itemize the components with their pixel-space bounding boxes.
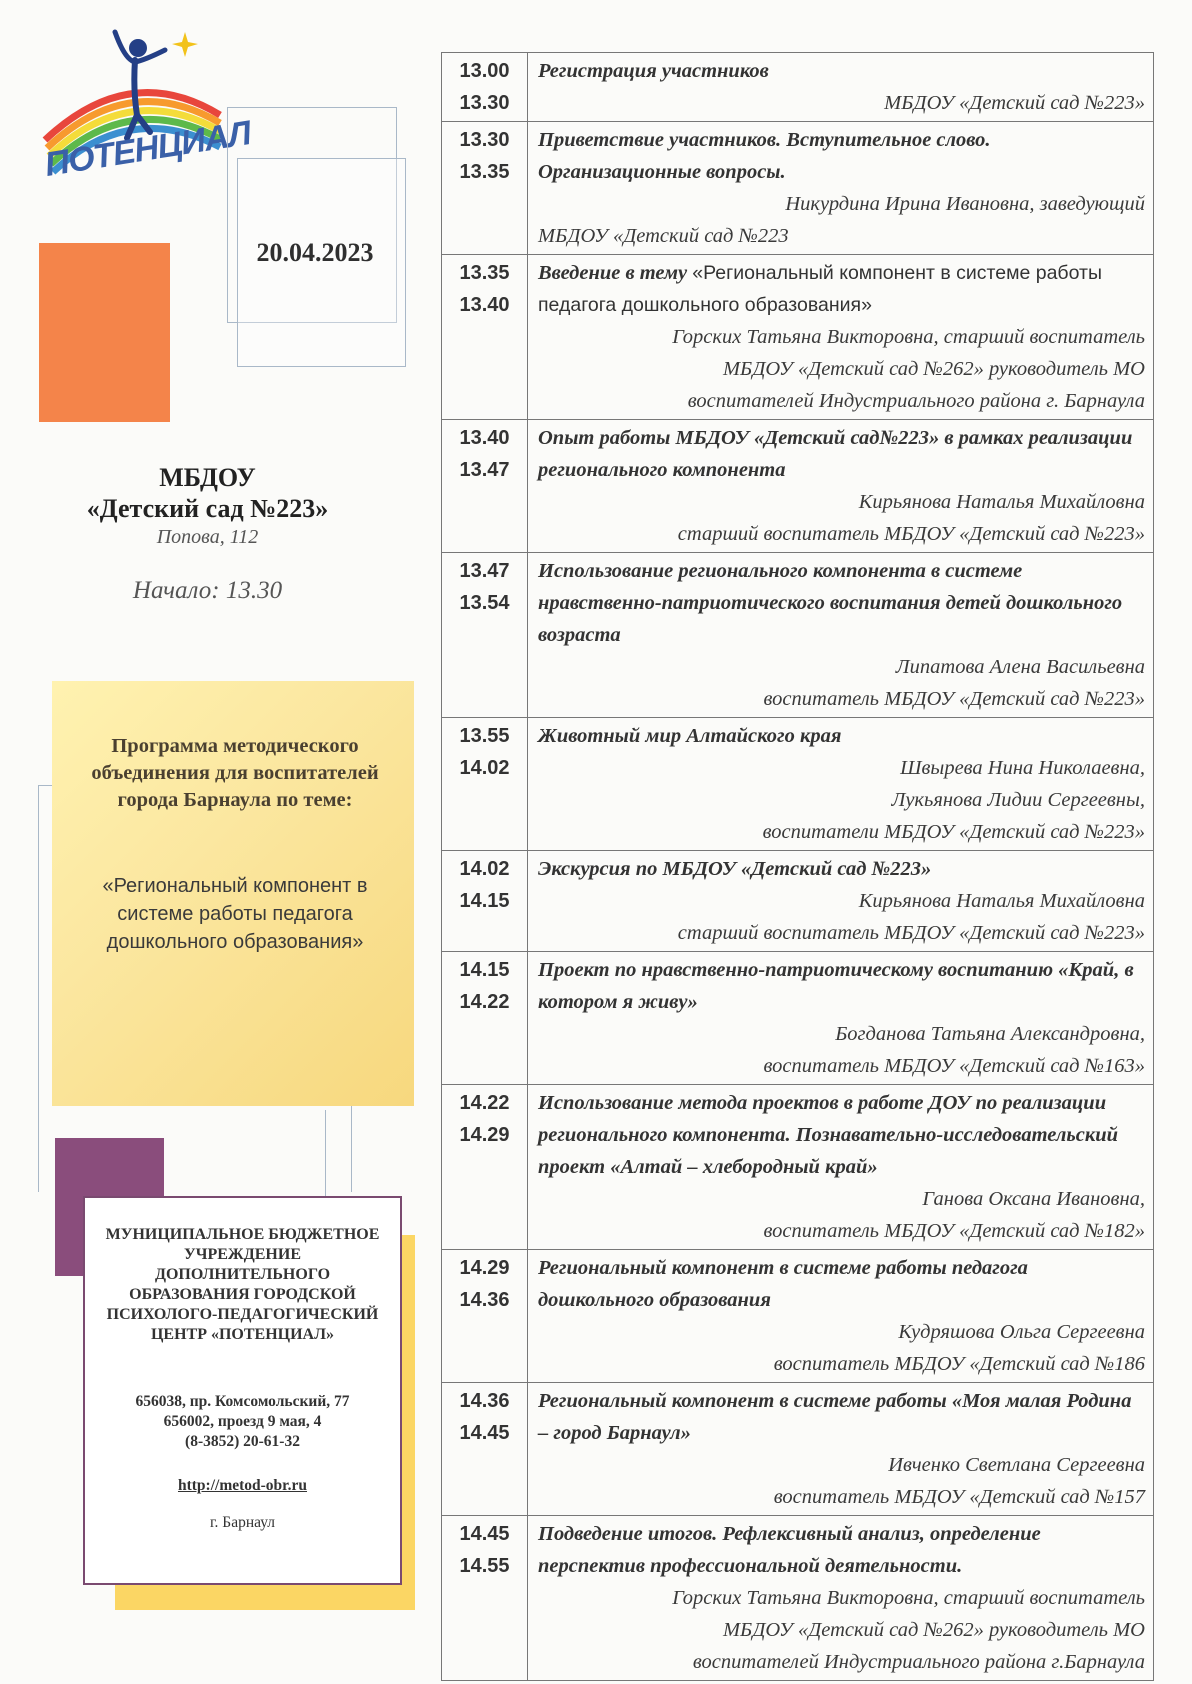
schedule-times: [442, 255, 528, 419]
session-speaker-line: Кудряшова Ольга Сергеевна: [898, 1321, 1145, 1343]
schedule-times: [442, 420, 528, 552]
schedule-row: [442, 420, 1153, 553]
institution-contacts: [95, 1392, 390, 1452]
schedule-row: [442, 1250, 1153, 1383]
session-topic: Регистрация участников: [538, 60, 769, 82]
schedule-content: [528, 255, 1153, 419]
time-end: 14.29: [459, 1124, 510, 1146]
session-topic: Использование метода проектов в работе ДОУ по реализации регионального компонента. Познавательно-исследовательский проект «Алтай – хлебородный край»: [538, 1092, 1119, 1178]
schedule-times: [442, 1085, 528, 1249]
session-topic: Использование регионального компонента в системе нравственно-патриотического воспитания детей дошкольного возраста: [538, 560, 1123, 646]
session-speaker-line: Никурдина Ирина Ивановна, заведующий: [785, 193, 1145, 215]
orange-decor-square: [39, 243, 170, 422]
session-topic: [538, 257, 1145, 321]
session-speaker-line: МБДОУ «Детский сад №262» руководитель МО: [722, 358, 1145, 380]
time-start: 14.45: [459, 1523, 510, 1545]
schedule-row: [442, 851, 1153, 952]
session-speaker-line: Горских Татьяна Викторовна, старший воспитатель: [672, 326, 1145, 348]
session-topic: Региональный компонент в системе работы педагога дошкольного образования: [538, 1257, 1028, 1311]
session-speaker-line: воспитатель МБДОУ «Детский сад №223»: [763, 688, 1145, 710]
schedule-times: [442, 952, 528, 1084]
session-topic: Животный мир Алтайского края: [538, 725, 842, 747]
institution-city: г. Барнаул: [209, 1514, 276, 1531]
schedule-row: [442, 1085, 1153, 1250]
session-speaker-line: Горских Татьяна Викторовна, старший воспитатель: [672, 1587, 1145, 1609]
session-topic-text: «Региональный компонент в системе работы педагога дошкольного образования»: [538, 262, 1102, 316]
start-time: Начало: 13.30: [132, 577, 283, 604]
session-topic-lead: Введение в тему: [538, 262, 688, 284]
time-start: 13.55: [459, 725, 510, 747]
session-speaker-line: Лукьянова Лидии Сергеевны,: [891, 789, 1145, 811]
schedule-times: [442, 553, 528, 717]
session-speaker-line: Ганова Оксана Ивановна,: [922, 1188, 1145, 1210]
time-end: 14.55: [459, 1555, 510, 1577]
time-end: 13.35: [459, 161, 510, 183]
schedule-content: [528, 53, 1153, 121]
schedule-content: [528, 1383, 1153, 1515]
host-org-block: [40, 462, 375, 605]
schedule-content: [528, 553, 1153, 717]
schedule-times: [442, 718, 528, 850]
schedule-content: [528, 952, 1153, 1084]
time-start: 13.35: [459, 262, 510, 284]
time-end: 13.47: [459, 459, 510, 481]
session-topic: Экскурсия по МБДОУ «Детский сад №223»: [538, 858, 932, 880]
schedule-row: [442, 952, 1153, 1085]
schedule-times: [442, 851, 528, 951]
session-speaker-line: воспитатель МБДОУ «Детский сад №163»: [763, 1055, 1145, 1077]
time-start: 14.22: [459, 1092, 510, 1114]
schedule-row: [442, 122, 1153, 255]
program-title: Программа методического объединения для воспитателей города Барнаула по теме:: [91, 735, 379, 811]
session-topic: Проект по нравственно-патриотическому воспитанию «Край, в котором я живу»: [538, 959, 1134, 1013]
time-start: 14.02: [459, 858, 510, 880]
schedule-row: [442, 1516, 1153, 1681]
program-theme: «Региональный компонент в системе работы педагога дошкольного образования»: [102, 875, 368, 953]
schedule-row: [442, 553, 1153, 718]
institution-address-2: 656002, проезд 9 мая, 4: [163, 1413, 322, 1430]
time-end: 14.15: [459, 890, 510, 912]
schedule-content: [528, 851, 1153, 951]
session-speaker-line: МБДОУ «Детский сад №223»: [884, 92, 1145, 114]
institution-address-1: 656038, пр. Комсомольский, 77: [135, 1393, 350, 1410]
time-start: 14.29: [459, 1257, 510, 1279]
schedule-content: [528, 1250, 1153, 1382]
schedule-row: [442, 1383, 1153, 1516]
session-speaker-line: Липатова Алена Васильевна: [895, 656, 1145, 678]
time-start: 13.40: [459, 427, 510, 449]
schedule-row: [442, 255, 1153, 420]
session-speaker-line: воспитатель МБДОУ «Детский сад №157: [773, 1486, 1145, 1508]
session-speaker-tail: МБДОУ «Детский сад №223: [538, 225, 789, 247]
session-speaker-line: воспитателей Индустриального района г.Барнаула: [692, 1651, 1145, 1673]
schedule-content: [528, 420, 1153, 552]
session-speaker-line: воспитатель МБДОУ «Детский сад №186: [773, 1353, 1145, 1375]
host-org-name-line1: МБДОУ: [159, 463, 256, 492]
institution-name: МУНИЦИПАЛЬНОЕ БЮДЖЕТНОЕ УЧРЕЖДЕНИЕ ДОПОЛНИТЕЛЬНОГО ОБРАЗОВАНИЯ ГОРОДСКОЙ ПСИХОЛОГО-ПЕДАГОГИЧЕСКИЙ ЦЕНТР «ПОТЕНЦИАЛ»: [105, 1226, 380, 1343]
session-topic: Подведение итогов. Рефлексивный анализ, определение перспектив профессиональной деятельности.: [538, 1523, 1041, 1577]
host-org-address: Попова, 112: [156, 526, 259, 548]
time-end: 14.45: [459, 1422, 510, 1444]
session-topic: Региональный компонент в системе работы «Моя малая Родина – город Барнаул»: [538, 1390, 1132, 1444]
logo-text: ПОТЕНЦИАЛ: [42, 114, 254, 184]
blue-frame-line-2: [325, 1110, 327, 1200]
time-start: 13.30: [459, 129, 510, 151]
time-end: 14.22: [459, 991, 510, 1013]
schedule-content: [528, 1516, 1153, 1680]
institution-url-link[interactable]: http://metod-obr.ru: [177, 1477, 308, 1494]
session-speaker-line: воспитатели МБДОУ «Детский сад №223»: [762, 821, 1145, 843]
session-speaker-line: Ивченко Светлана Сергеевна: [888, 1454, 1145, 1476]
schedule-times: [442, 1516, 528, 1680]
schedule-content: [528, 122, 1153, 254]
time-start: 13.47: [459, 560, 510, 582]
schedule-content: [528, 718, 1153, 850]
schedule-content: [528, 1085, 1153, 1249]
schedule-times: [442, 53, 528, 121]
schedule-times: [442, 1250, 528, 1382]
time-start: 14.36: [459, 1390, 510, 1412]
session-topic: Опыт работы МБДОУ «Детский сад№223» в рамках реализации регионального компонента: [538, 427, 1133, 481]
time-end: 13.54: [459, 592, 510, 614]
session-speaker-line: старший воспитатель МБДОУ «Детский сад №223»: [677, 523, 1145, 545]
session-speaker-line: Кирьянова Наталья Михайловна: [858, 890, 1145, 912]
session-speaker-line: Богданова Татьяна Александровна,: [835, 1023, 1145, 1045]
session-speaker-line: воспитатель МБДОУ «Детский сад №182»: [763, 1220, 1145, 1242]
event-date: 20.04.2023: [256, 238, 374, 267]
session-topic: Приветствие участников. Вступительное слово. Организационные вопросы.: [538, 129, 991, 183]
session-speaker-line: Кирьянова Наталья Михайловна: [858, 491, 1145, 513]
time-end: 13.40: [459, 294, 510, 316]
host-org-name-line2: «Детский сад №223»: [86, 494, 329, 523]
time-start: 13.00: [459, 60, 510, 82]
schedule-times: [442, 122, 528, 254]
schedule-row: [442, 53, 1153, 122]
time-end: 13.30: [459, 92, 510, 114]
institution-phone: (8-3852) 20-61-32: [185, 1433, 300, 1450]
session-speaker-line: МБДОУ «Детский сад №262» руководитель МО: [722, 1619, 1145, 1641]
time-end: 14.02: [459, 757, 510, 779]
time-end: 14.36: [459, 1289, 510, 1311]
schedule-times: [442, 1383, 528, 1515]
time-start: 14.15: [459, 959, 510, 981]
session-speaker-line: Швырева Нина Николаевна,: [900, 757, 1145, 779]
schedule-table: [441, 52, 1154, 1681]
session-speaker-line: воспитателей Индустриального района г. Барнаула: [687, 390, 1145, 412]
schedule-row: [442, 718, 1153, 851]
session-speaker-line: старший воспитатель МБДОУ «Детский сад №223»: [677, 922, 1145, 944]
